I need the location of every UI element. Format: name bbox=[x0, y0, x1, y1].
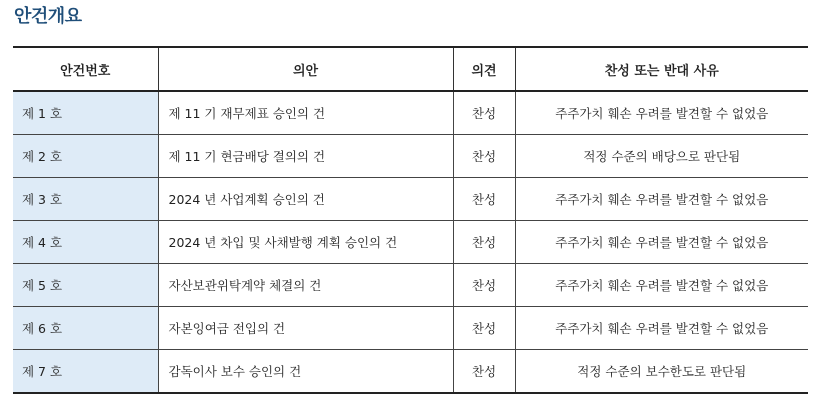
opinion-cell: 찬성 bbox=[453, 135, 515, 178]
opinion-cell: 찬성 bbox=[453, 221, 515, 264]
agenda-title-cell: 2024 년 차입 및 사채발행 계획 승인의 건 bbox=[158, 221, 453, 264]
agenda-title-cell: 감독이사 보수 승인의 건 bbox=[158, 350, 453, 394]
agenda-title-cell: 자본잉여금 전입의 건 bbox=[158, 307, 453, 350]
agenda-number-cell: 제 7 호 bbox=[13, 350, 158, 394]
table-row bbox=[13, 91, 808, 135]
agenda-number-cell: 제 2 호 bbox=[13, 135, 158, 178]
opinion-cell: 찬성 bbox=[453, 307, 515, 350]
agenda-table bbox=[13, 46, 808, 394]
header-agenda-number: 안건번호 bbox=[13, 47, 158, 91]
reason-cell: 적정 수준의 배당으로 판단됨 bbox=[515, 135, 808, 178]
reason-cell: 주주가치 훼손 우려를 발견할 수 없었음 bbox=[515, 264, 808, 307]
agenda-title-cell: 2024 년 사업계획 승인의 건 bbox=[158, 178, 453, 221]
agenda-title-cell: 자산보관위탁계약 체결의 건 bbox=[158, 264, 453, 307]
agenda-number-cell: 제 5 호 bbox=[13, 264, 158, 307]
agenda-number-cell: 제 3 호 bbox=[13, 178, 158, 221]
agenda-number-cell: 제 6 호 bbox=[13, 307, 158, 350]
agenda-number-cell: 제 1 호 bbox=[13, 91, 158, 135]
reason-cell: 주주가치 훼손 우려를 발견할 수 없었음 bbox=[515, 221, 808, 264]
opinion-cell: 찬성 bbox=[453, 350, 515, 394]
table-row bbox=[13, 178, 808, 221]
opinion-cell: 찬성 bbox=[453, 178, 515, 221]
table-row bbox=[13, 350, 808, 394]
agenda-title-cell: 제 11 기 재무제표 승인의 건 bbox=[158, 91, 453, 135]
table-row bbox=[13, 135, 808, 178]
reason-cell: 주주가치 훼손 우려를 발견할 수 없었음 bbox=[515, 91, 808, 135]
header-agenda: 의안 bbox=[158, 47, 453, 91]
table-row bbox=[13, 307, 808, 350]
agenda-title-cell: 제 11 기 현금배당 결의의 건 bbox=[158, 135, 453, 178]
table-row bbox=[13, 264, 808, 307]
reason-cell: 적정 수준의 보수한도로 판단됨 bbox=[515, 350, 808, 394]
reason-cell: 주주가치 훼손 우려를 발견할 수 없었음 bbox=[515, 178, 808, 221]
table-row bbox=[13, 221, 808, 264]
header-opinion: 의견 bbox=[453, 47, 515, 91]
header-reason: 찬성 또는 반대 사유 bbox=[515, 47, 808, 91]
table-header-row bbox=[13, 47, 808, 91]
reason-cell: 주주가치 훼손 우려를 발견할 수 없었음 bbox=[515, 307, 808, 350]
agenda-number-cell: 제 4 호 bbox=[13, 221, 158, 264]
section-title: 안건개요 bbox=[14, 6, 82, 27]
opinion-cell: 찬성 bbox=[453, 91, 515, 135]
opinion-cell: 찬성 bbox=[453, 264, 515, 307]
